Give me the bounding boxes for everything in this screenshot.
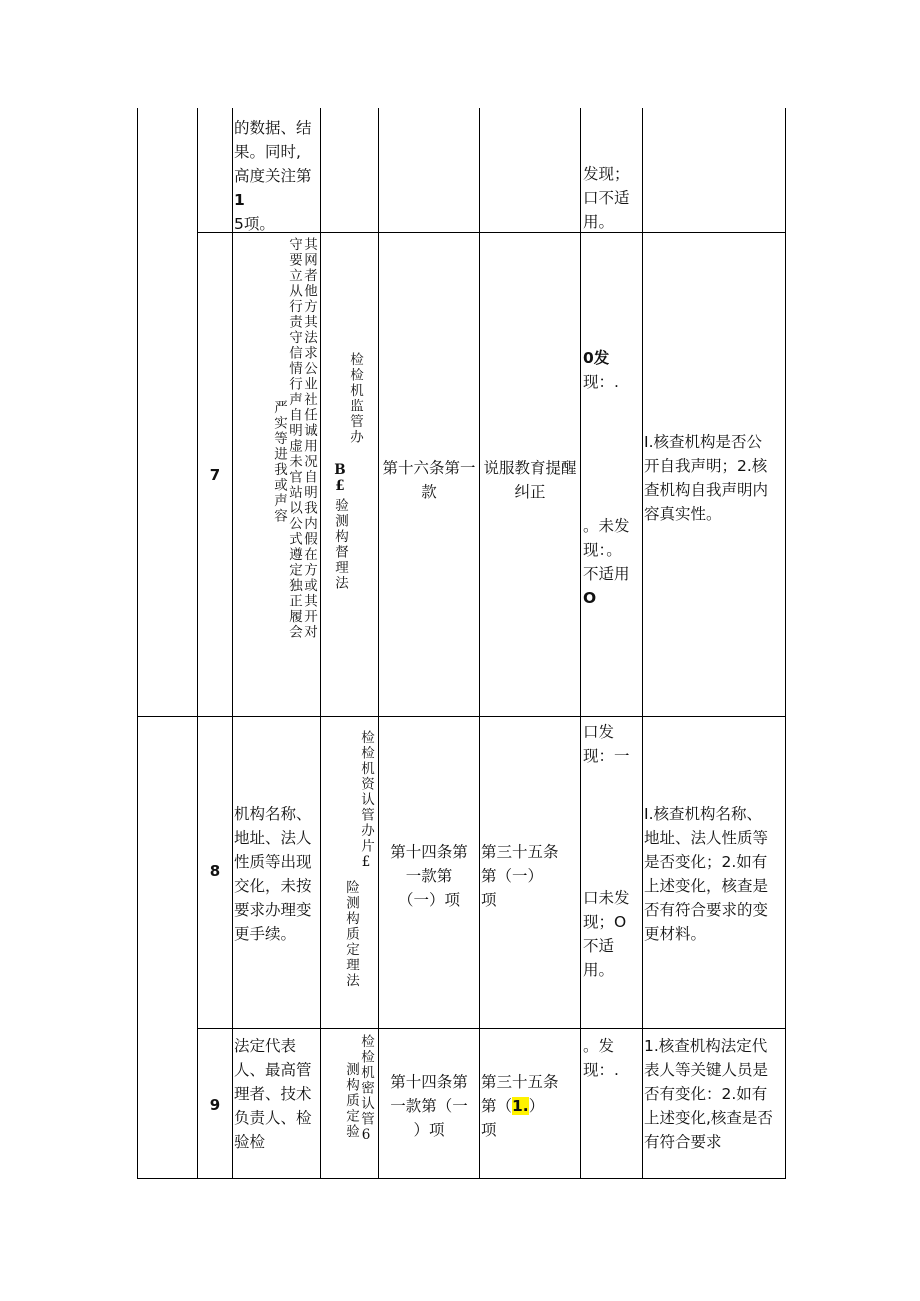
row9-clause: 第十四条第 一款第（一 ）项 bbox=[390, 1073, 468, 1139]
row7-result-not-found: 。未发 现：。 不适用 O bbox=[583, 517, 630, 607]
row7-item-vertical-text: 其网者他方其法求公业社任诚用况自明我内假在方或其开对 守要立从行责守信情行声自明虚未官站以公式遵定独正履会 严实等进我或声容 bbox=[271, 237, 317, 640]
row7-result-found: 0发 现：. bbox=[583, 349, 619, 391]
row7-number: 7 bbox=[209, 466, 221, 484]
row9-result: 。发 现：. bbox=[583, 1037, 619, 1079]
row8-number: 8 bbox=[209, 862, 221, 880]
row7-law-vertical-text: 检检机监管办 B£ 验测构督理法 bbox=[332, 352, 363, 591]
highlighted-text: 1. bbox=[512, 1097, 529, 1115]
row7-clause: 第十六条第一款 bbox=[382, 459, 476, 501]
table-bottom-border bbox=[137, 1178, 786, 1179]
col-divider bbox=[232, 108, 233, 1179]
row9-check-method: 1.核查机构法定代 表人等关键人员是 否有变化：2.如有 上述变化,核查是否 有符合要求 bbox=[644, 1037, 773, 1151]
col-divider bbox=[479, 108, 480, 1179]
row8-penalty: 第三十五条 第（一） 项 bbox=[481, 843, 559, 909]
row9-item-text: 法定代表 人、最高管 理者、技术 负责人、检 验检 bbox=[234, 1037, 312, 1151]
row9-number: 9 bbox=[209, 1096, 221, 1114]
col-divider bbox=[378, 108, 379, 1179]
row6-result-text: 发现； 口不适 用。 bbox=[583, 165, 630, 231]
row8-item-text: 机构名称、 地址、法人 性质等出现 交化，未按 要求办理变 更手续。 bbox=[234, 805, 312, 943]
col-divider bbox=[320, 108, 321, 1179]
row9-penalty: 第三十五条 第（1.） 项 bbox=[481, 1073, 559, 1139]
row8-result-not-found: 口未发 现；O 不适 用。 bbox=[583, 889, 630, 979]
table-left-border bbox=[137, 108, 138, 1179]
col-divider bbox=[642, 108, 643, 1179]
row7-penalty: 说服教育提醒纠正 bbox=[483, 459, 577, 501]
row8-result-found: 口发 现：一 bbox=[583, 723, 630, 765]
row9-law-vertical-text: 检检机密认管6 测构质定验 bbox=[343, 1034, 374, 1145]
row8-check-method: I.核查机构名称、 地址、法人性质等 是否变化；2.如有 上述变化，核查是 否有符合要求的变 更材料。 bbox=[644, 805, 769, 943]
row8-clause: 第十四条第 一款第 （一）项 bbox=[390, 843, 468, 909]
col-divider bbox=[580, 108, 581, 1179]
row8-law-vertical-text: 检检机资认管办片£ 险测构质定理法 bbox=[343, 730, 374, 989]
row6-item-text: 的数据、结 果。同时, 高度关注第 1 5项。 bbox=[234, 119, 312, 233]
col-divider bbox=[197, 108, 198, 1179]
row-divider bbox=[137, 716, 786, 717]
row-divider bbox=[197, 1028, 786, 1029]
table-right-border bbox=[785, 108, 786, 1179]
row7-check-method: I.核查机构是否公 开自我声明；2.核 查机构自我声明内 容真实性。 bbox=[644, 433, 769, 523]
